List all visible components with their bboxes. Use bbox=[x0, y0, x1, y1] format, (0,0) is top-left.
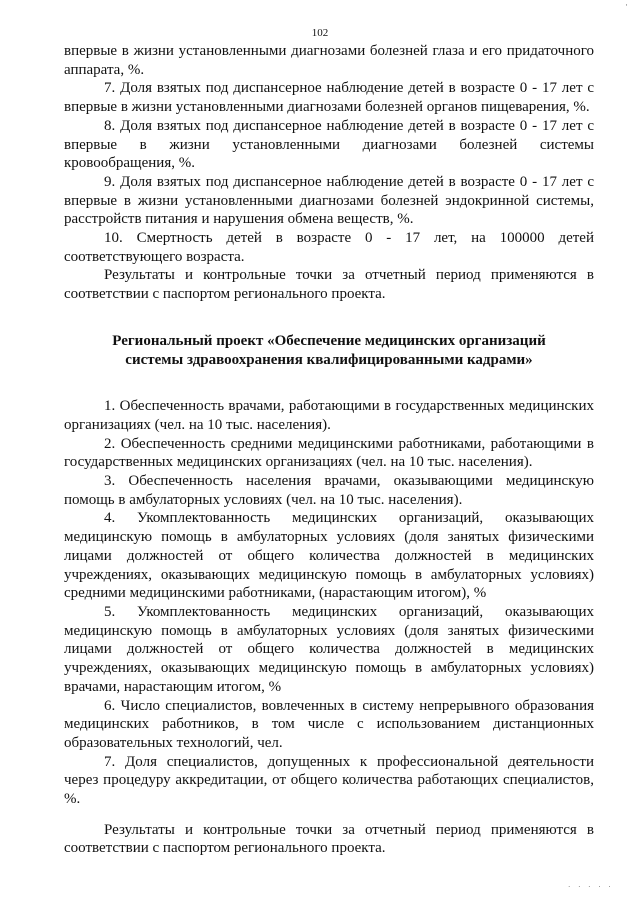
continued-paragraph: впервые в жизни установленными диагнозами болезней глаза и его придаточного аппарата, %. bbox=[64, 43, 594, 78]
page-number: 102 bbox=[311, 27, 329, 39]
list-item: 2. Обеспеченность средними медицинскими работниками, работающими в государственных медицинских организациях (чел. на 10 тыс. населения). bbox=[64, 435, 594, 471]
closing-paragraph: Результаты и контрольные точки за отчетный период применяются в соответствии с паспортом регионального проекта. bbox=[64, 821, 594, 857]
results-paragraph: Результаты и контрольные точки за отчетный период применяются в соответствии с паспортом регионального проекта. bbox=[64, 267, 594, 303]
footer-scan-mark: · · · · · bbox=[568, 883, 614, 891]
list-item: 9. Доля взятых под диспансерное наблюдение детей в возрасте 0 - 17 лет с впервые в жизни установленными диагнозами болезней эндокринной системы, расстройств питания и нарушения обмена веществ, %. bbox=[64, 173, 594, 228]
document-body bbox=[64, 42, 594, 858]
section-heading-line: Региональный проект «Обеспечение медицинских организаций bbox=[112, 332, 546, 349]
section-heading-line: системы здравоохранения квалифицированными кадрами» bbox=[125, 351, 533, 368]
list-item: 1. Обеспеченность врачами, работающими в государственных медицинских организациях (чел. на 10 тыс. населения). bbox=[64, 398, 594, 433]
list-item: 6. Число специалистов, вовлеченных в систему непрерывного образования медицинских работников, в том числе с использованием дистанционных образовательных технологий, чел. bbox=[64, 697, 594, 751]
list-item: 7. Доля специалистов, допущенных к профессиональной деятельности через процедуру аккредитации, от общего количества работающих специалистов, %. bbox=[64, 753, 594, 808]
list-item: 5. Укомплектованность медицинских организаций, оказывающих медицинскую помощь в амбулаторных условиях (доля занятых физическими лицами должностей от общего количества должностей в медицинских учреждениях, оказывающих медицинскую помощь в амбулаторных условиях) врачами, нарастающим итогом, % bbox=[64, 603, 594, 695]
spacer bbox=[64, 809, 594, 821]
section-heading bbox=[64, 332, 594, 369]
list-item: 10. Смертность детей в возрасте 0 - 17 лет, на 100000 детей соответствующего возраста. bbox=[64, 230, 594, 265]
list-item: 7. Доля взятых под диспансерное наблюдение детей в возрасте 0 - 17 лет с впервые в жизни установленными диагнозами болезней органов пищеварения, %. bbox=[64, 80, 594, 116]
corner-scan-mark: · bbox=[625, 0, 628, 10]
list-item: 4. Укомплектованность медицинских организаций, оказывающих медицинскую помощь в амбулаторных условиях (доля занятых физическими лицами должностей от общего количества должностей в медицинских учреждениях, оказывающих медицинскую помощь в амбулаторных условиях) средними медицинскими работниками, (нарастающим итогом), % bbox=[64, 510, 594, 602]
list-item: 8. Доля взятых под диспансерное наблюдение детей в возрасте 0 - 17 лет с впервые в жизни установленными диагнозами болезней системы кровообращения, %. bbox=[64, 117, 594, 172]
list-item: 3. Обеспеченность населения врачами, оказывающими медицинскую помощь в амбулаторных условиях (чел. на 10 тыс. населения). bbox=[64, 473, 594, 508]
